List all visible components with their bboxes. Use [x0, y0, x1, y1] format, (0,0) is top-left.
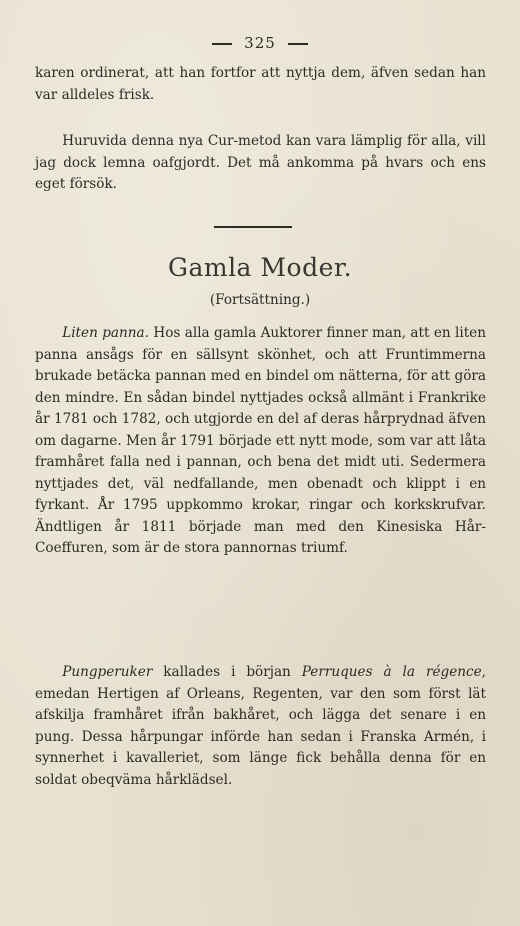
french-term: Perruques à la régence: [301, 664, 482, 680]
paragraph-body: Hos alla gamla Auktorer finner man, att en liten panna ansågs för en sällsynt skönhet, och att Fruntimmerna brukade betäcka pannan med en bindel om nätterna, för att göra den mindre. En sådan bindel nyttjades också allmänt i Frankrike år 1781 och 1782, och utgjorde en del af deras hårprydnad äfven om dagarne. Men år 1791 började ett nytt mode, som var att låta framhåret falla ned i pannan, och bena det midt uti. Sedermera nyttjades det, väl nedfallande, men obenadt och klippt i en fyrkant. År 1795 uppkommo krokar, ringar och korkskrufvar. Ändtligen år 1811 började man med den Kinesiska Hår-Coeffuren, som är de stora pannornas triumf.: [35, 325, 486, 556]
paragraph-text: [35, 323, 486, 560]
lead-term: Liten panna.: [62, 325, 149, 341]
page-number: 325: [244, 34, 276, 52]
lead-term: Pungperuker: [62, 664, 153, 680]
page-header: [0, 34, 520, 52]
article-title: Gamla Moder.: [167, 253, 353, 282]
paragraph-pungperuker: [35, 662, 486, 791]
paragraph-text: [35, 662, 486, 791]
closing-paragraph: [35, 131, 486, 196]
header-dash-right: [288, 43, 308, 45]
paragraph-body-part: kallades i början: [152, 664, 302, 680]
article-subtitle: (Fortsättning.): [209, 292, 311, 308]
continued-paragraph: [35, 63, 486, 106]
header-dash-left: [212, 43, 232, 45]
paragraph-body-part: , emedan Hertigen af Orleans, Regenten, var den som först lät afskilja framhåret ifrån bakhåret, och lägga det senare i en pung. Dessa hårpungar införde han sedan i Franska Armén, i synnerhet i kavalleriet, som länge fick behålla denna för en soldat obeqväma hårklädsel.: [35, 664, 486, 788]
section-divider: [214, 226, 292, 228]
paragraph-liten-panna: [35, 323, 486, 560]
paragraph-continuation: karen ordinerat, att han fortfor att nyttja dem, äfven sedan han var alldeles frisk.: [35, 65, 486, 103]
paragraph-curmetod: Huruvida denna nya Cur-metod kan vara lämplig för alla, vill jag dock lemna oafgjordt. Det må ankomma på hvars och ens eget försök.: [35, 133, 486, 192]
